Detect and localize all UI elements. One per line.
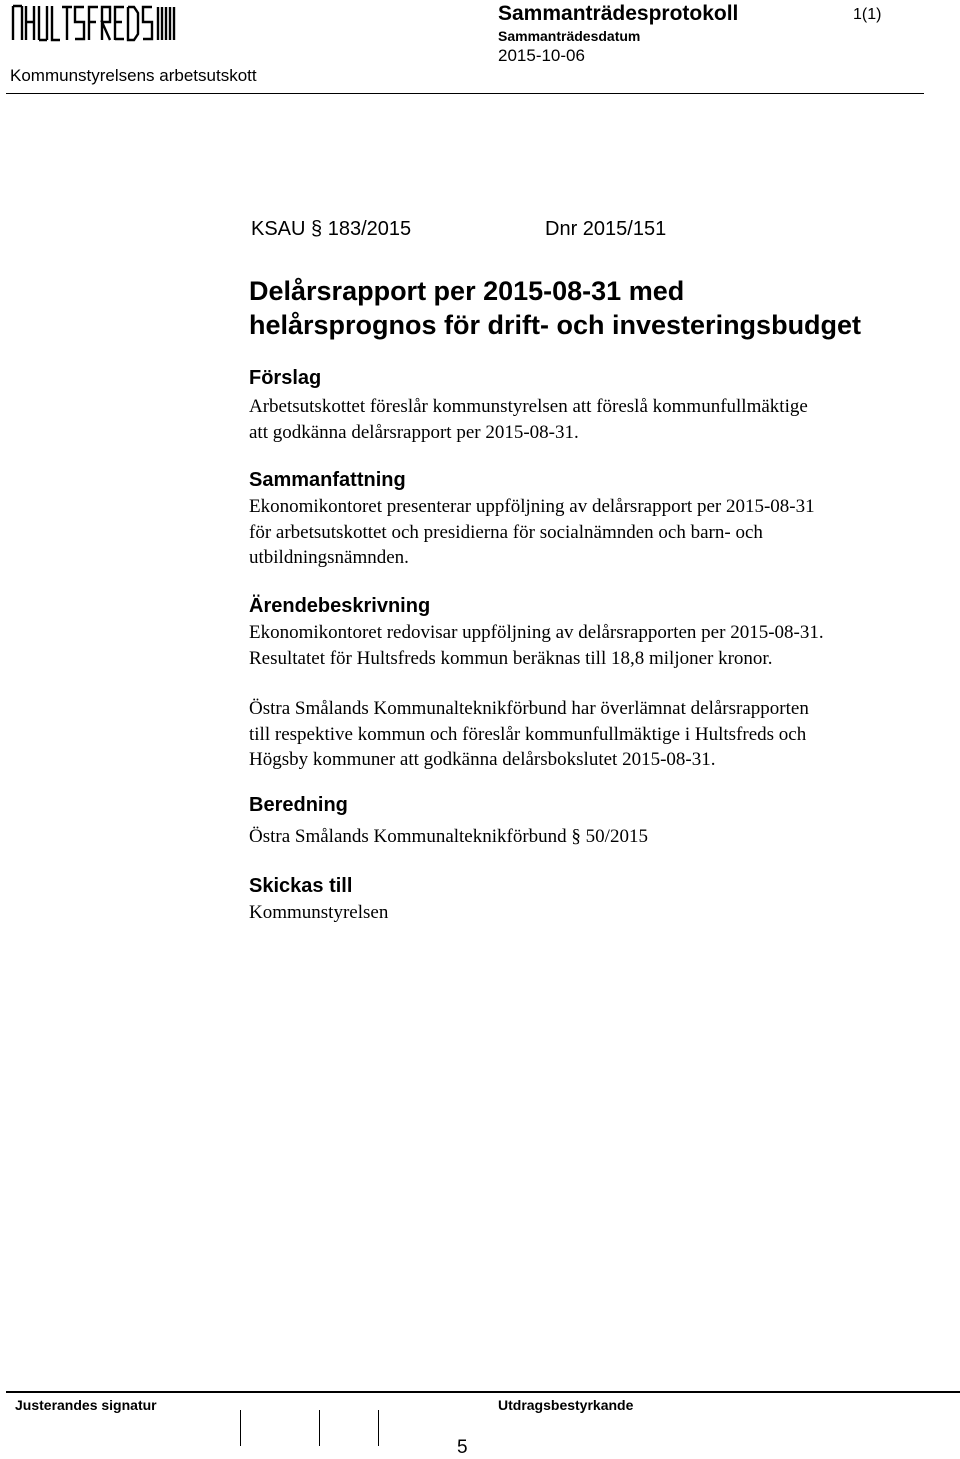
header-divider — [6, 93, 924, 94]
case-title-line: helårsprognos för drift- och investeringsbudget — [249, 310, 862, 340]
body-line: Östra Smålands Kommunalteknikförbund har överlämnat delårsrapporten — [249, 698, 809, 719]
body-line: Arbetsutskottet föreslår kommunstyrelsen att föreslå kommunfullmäktige — [249, 396, 808, 417]
meeting-date-label: Sammanträdesdatum — [498, 28, 641, 44]
signature-label: Justerandes signatur — [15, 1397, 157, 1413]
body-line: till respektive kommun och föreslår kommunfullmäktige i Hultsfreds och — [249, 723, 807, 745]
page-count: 1(1) — [853, 6, 882, 23]
body-line: Östra Smålands Kommunalteknikförbund § 50/2015 — [249, 826, 648, 847]
committee-name: Kommunstyrelsens arbetsutskott — [10, 66, 257, 85]
body-line: Ekonomikontoret presenterar uppföljning av delårsrapport per 2015-08-31 — [249, 496, 815, 517]
section-body-arendebeskrivning-2 — [249, 696, 809, 773]
body-line: Resultatet för Hultsfreds kommun beräknas till 18,8 miljoner kronor. — [249, 647, 773, 669]
section-body-forslag — [249, 394, 808, 445]
body-line: att godkänna delårsrapport per 2015-08-31. — [249, 421, 579, 443]
body-line: Ekonomikontoret redovisar uppföljning av delårsrapporten per 2015-08-31. — [249, 622, 824, 643]
body-line: Kommunstyrelsen — [249, 902, 389, 923]
meeting-date: 2015-10-06 — [498, 46, 585, 65]
page-number: 5 — [457, 1437, 468, 1458]
section-heading-forslag: Förslag — [249, 367, 322, 389]
section-body-beredning — [249, 824, 648, 850]
diary-number: Dnr 2015/151 — [545, 218, 667, 240]
body-line: för arbetsutskottet och presidierna för socialnämnden och barn- och — [249, 521, 763, 543]
section-heading-beredning: Beredning — [249, 794, 348, 816]
section-heading-skickas-till: Skickas till — [249, 875, 353, 897]
document-type: Sammanträdesprotokoll — [498, 2, 739, 25]
extract-certification-label: Utdragsbestyrkande — [498, 1397, 634, 1413]
footer-divider — [6, 1391, 960, 1393]
section-body-sammanfattning — [249, 494, 815, 571]
case-title-line: Delårsrapport per 2015-08-31 med — [249, 276, 685, 306]
body-line: Högsby kommuner att godkänna delårsbokslutet 2015-08-31. — [249, 749, 716, 770]
section-body-skickas-till — [249, 900, 388, 926]
signature-box — [378, 1410, 437, 1446]
section-body-arendebeskrivning — [249, 620, 824, 671]
case-number: KSAU § 183/2015 — [251, 218, 412, 240]
body-line: utbildningsnämnden. — [249, 547, 409, 568]
signature-box — [240, 1410, 320, 1446]
section-heading-arendebeskrivning: Ärendebeskrivning — [249, 595, 431, 617]
section-heading-sammanfattning: Sammanfattning — [249, 469, 406, 491]
hultsfreds-logo — [10, 2, 180, 42]
case-title — [249, 274, 861, 342]
